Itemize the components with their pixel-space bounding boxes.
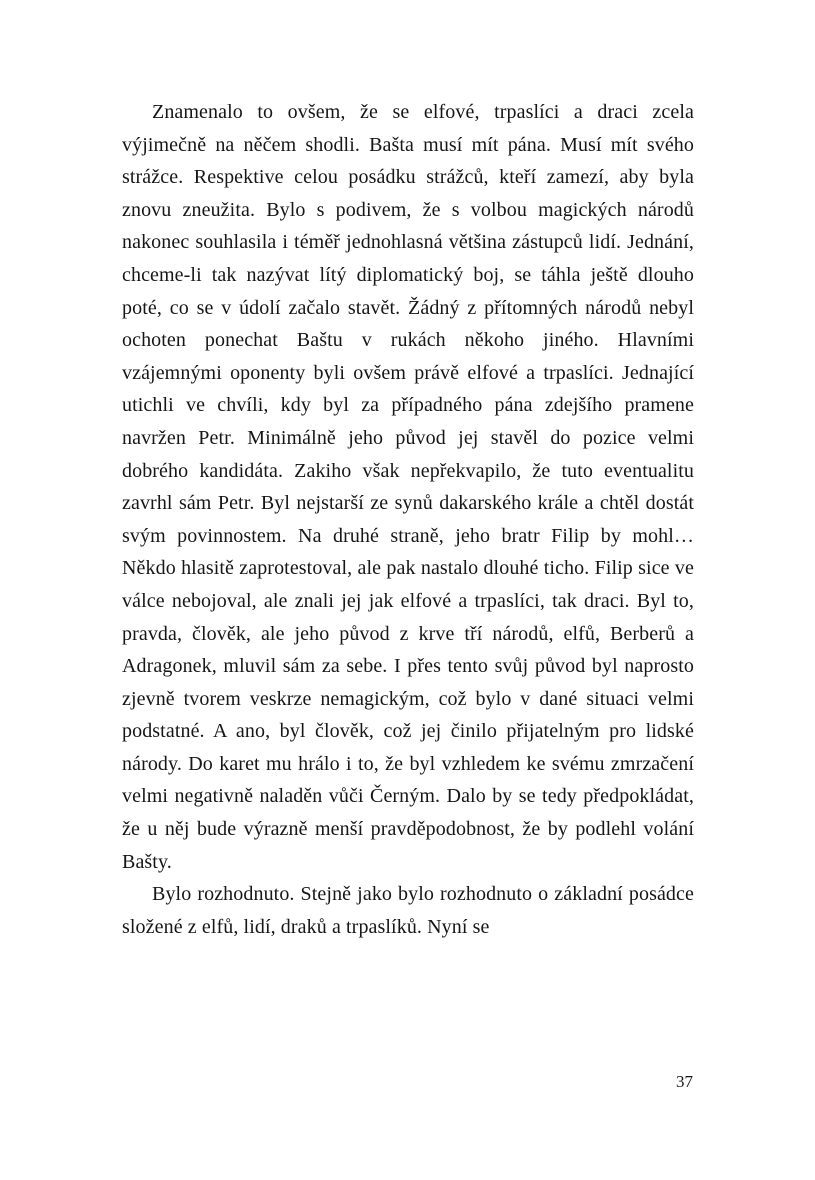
- page-text: [122, 96, 694, 943]
- paragraph-2: Bylo rozhodnuto. Stejně jako bylo rozhodnuto o základní posádce složené z elfů, lidí, draků a trpaslíků. Nyní se: [122, 883, 694, 938]
- page-number: 37: [676, 1072, 693, 1091]
- paragraph-1: Znamenalo to ovšem, že se elfové, trpaslíci a draci zcela výjimečně na něčem shodli. Bašta musí mít pána. Musí mít svého strážce. Respektive celou posádku strážců, kteří zamezí, aby byla znovu zneužita. Bylo s podivem, že s volbou magických národů nakonec souhlasila i téměř jednohlasná většina zástupců lidí. Jednání, chceme-li tak nazývat lítý diplomatický boj, se táhla ještě dlouho poté, co se v údolí začalo stavět. Žádný z přítomných národů nebyl ochoten ponechat Baštu v rukách někoho jiného. Hlavními vzájemnými oponenty byli ovšem právě elfové a trpaslíci. Jednající utichli ve chvíli, kdy byl za případného pána zdejšího pramene navržen Petr. Minimálně jeho původ jej stavěl do pozice velmi dobrého kandidáta. Zakiho však nepřekvapilo, že tuto eventualitu zavrhl sám Petr. Byl nejstarší ze synů dakarského krále a chtěl dostát svým povinnostem. Na druhé straně, jeho bratr Filip by mohl… Někdo hlasitě zaprotestoval, ale pak nastalo dlouhé ticho. Filip sice ve válce nebojoval, ale znali jej jak elfové a trpaslíci, tak draci. Byl to, pravda, člověk, ale jeho původ z krve tří národů, elfů, Berberů a Adragonek, mluvil sám za sebe. I přes tento svůj původ byl naprosto zjevně tvorem veskrze nemagickým, což bylo v dané situaci velmi podstatné. A ano, byl člověk, což jej činilo přijatelným pro lidské národy. Do karet mu hrálo i to, že byl vzhledem ke svému zmrzačení velmi negativně naladěn vůči Černým. Dalo by se tedy předpokládat, že u něj bude výrazně menší pravděpodobnost, že by podlehl volání Bašty.: [122, 101, 694, 873]
